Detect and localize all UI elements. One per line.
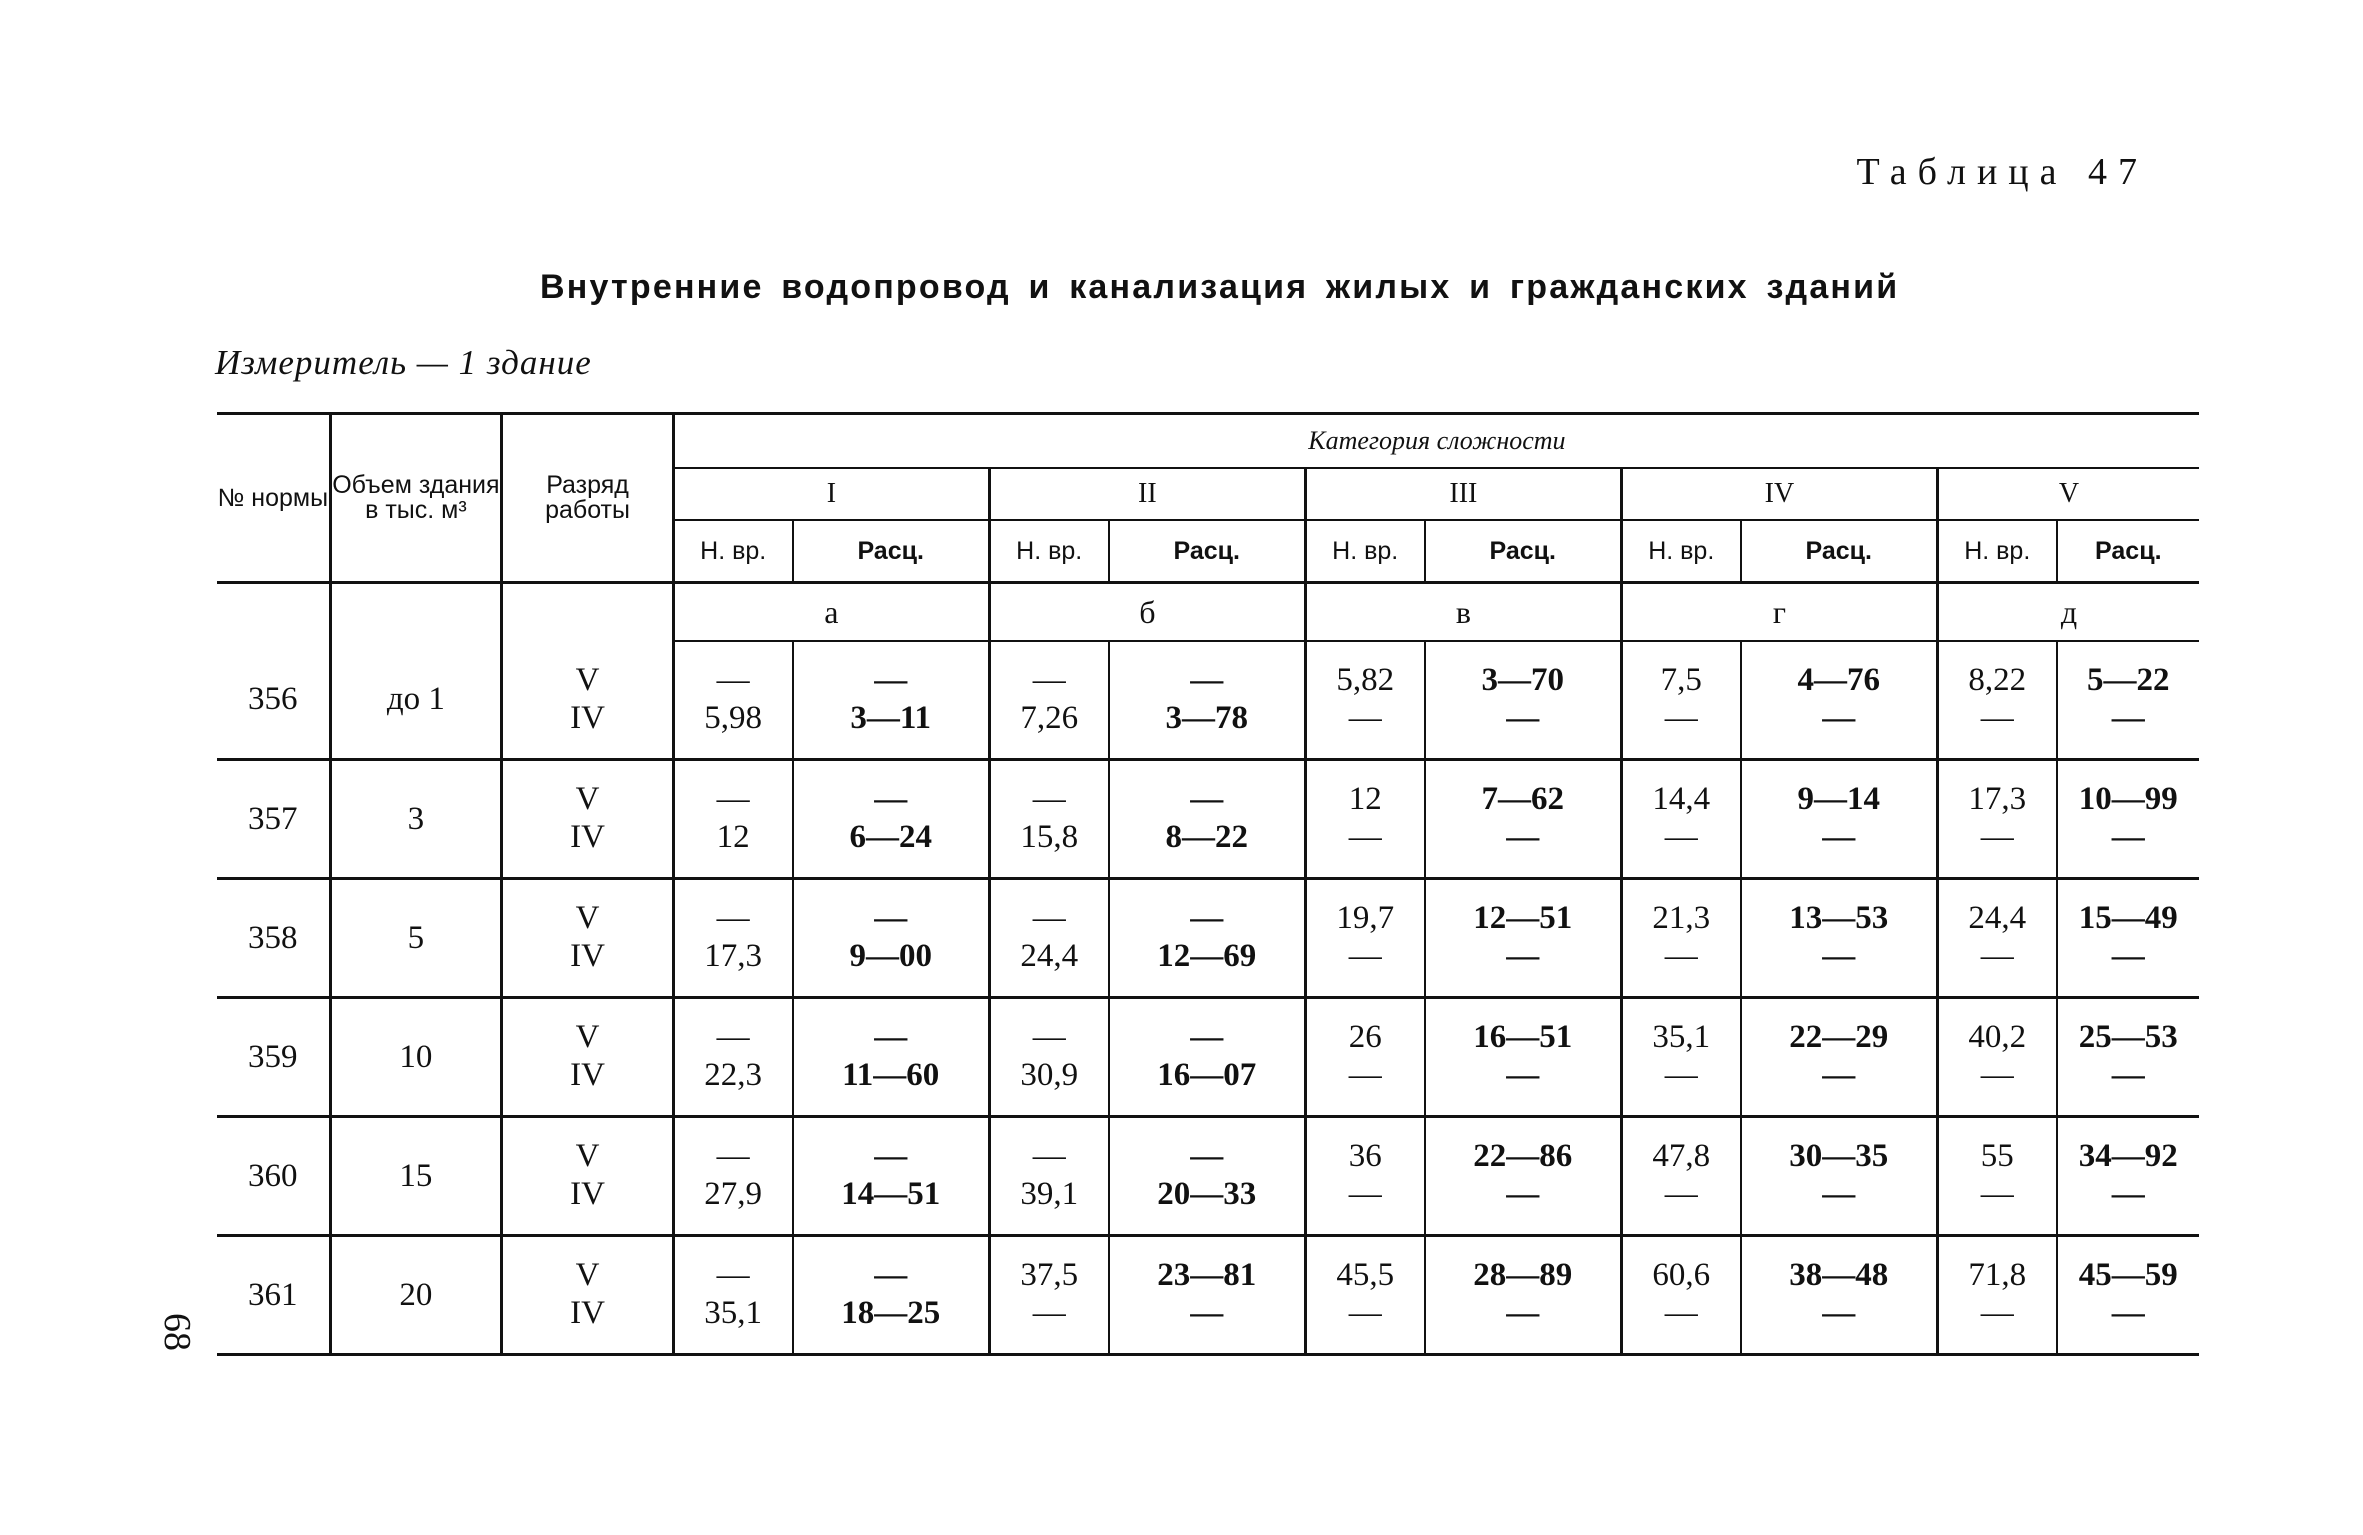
cell-value: — bbox=[1822, 1176, 1856, 1212]
cell-value: — bbox=[1980, 938, 2014, 974]
header-category: Категория сложности bbox=[673, 414, 2199, 469]
cell-value: — bbox=[2111, 938, 2145, 974]
cell-value: — bbox=[1032, 1138, 1066, 1175]
table-row bbox=[217, 998, 2199, 1117]
rate-cell bbox=[1109, 1236, 1306, 1355]
norm-number: 356 bbox=[217, 641, 330, 760]
cell-value: — bbox=[1348, 819, 1382, 855]
header-cat-ii: II bbox=[989, 468, 1305, 520]
building-volume: 3 bbox=[330, 760, 502, 879]
cell-value: — bbox=[1980, 1176, 2014, 1212]
header-rasc: Расц. bbox=[2057, 520, 2199, 583]
time-norm-cell bbox=[989, 760, 1108, 879]
time-norm-cell bbox=[673, 641, 792, 760]
time-norm-cell bbox=[1621, 879, 1740, 998]
cell-value: 6—24 bbox=[849, 819, 932, 855]
cell-value: 12—69 bbox=[1157, 938, 1257, 974]
norm-number: 361 bbox=[217, 1236, 330, 1355]
cell-value: — bbox=[874, 1138, 908, 1175]
rate-cell bbox=[1109, 641, 1306, 760]
table-row bbox=[217, 641, 2199, 760]
work-grade bbox=[502, 998, 674, 1117]
cell-value: — bbox=[1032, 781, 1066, 818]
time-norm-cell bbox=[1305, 1117, 1424, 1236]
rate-cell bbox=[1109, 760, 1306, 879]
rate-cell bbox=[1425, 760, 1622, 879]
table-row bbox=[217, 1236, 2199, 1355]
cell-value: 16—51 bbox=[1473, 1019, 1573, 1056]
cell-value: 14—51 bbox=[841, 1176, 941, 1212]
cell-value: 37,5 bbox=[1020, 1257, 1079, 1294]
grade-value: V bbox=[575, 781, 600, 818]
cell-value: 24,4 bbox=[1020, 938, 1079, 974]
work-grade bbox=[502, 641, 674, 760]
time-norm-cell bbox=[1305, 1236, 1424, 1355]
building-volume: 10 bbox=[330, 998, 502, 1117]
cell-value: — bbox=[1190, 781, 1224, 818]
rate-cell bbox=[1741, 1117, 1938, 1236]
time-norm-cell bbox=[989, 641, 1108, 760]
cell-value: — bbox=[874, 900, 908, 937]
building-volume: до 1 bbox=[330, 641, 502, 760]
cell-value: 45,5 bbox=[1336, 1257, 1395, 1294]
rate-cell bbox=[2057, 641, 2199, 760]
measure-unit: Измеритель — 1 здание bbox=[215, 343, 592, 382]
cell-value: — bbox=[1032, 1019, 1066, 1056]
time-norm-cell bbox=[1937, 1117, 2056, 1236]
cell-value: 18—25 bbox=[841, 1295, 941, 1331]
norms-table-container bbox=[217, 412, 2199, 1356]
rate-cell bbox=[1109, 879, 1306, 998]
cell-value: — bbox=[1348, 1295, 1382, 1331]
cell-value: 3—11 bbox=[850, 700, 932, 736]
header-hvr: Н. вр. bbox=[1621, 520, 1740, 583]
rate-cell bbox=[2057, 998, 2199, 1117]
time-norm-cell bbox=[1937, 1236, 2056, 1355]
header-hvr: Н. вр. bbox=[1937, 520, 2056, 583]
header-cat-iv: IV bbox=[1621, 468, 1937, 520]
grade-value: V bbox=[575, 1257, 600, 1294]
table-body bbox=[217, 641, 2199, 1355]
cell-value: — bbox=[716, 1138, 750, 1175]
grade-value: IV bbox=[570, 699, 605, 736]
header-letter-d: д bbox=[1937, 583, 2199, 642]
work-grade bbox=[502, 879, 674, 998]
header-letter-b: б bbox=[989, 583, 1305, 642]
header-cat-iii: III bbox=[1305, 468, 1621, 520]
cell-value: 8,22 bbox=[1968, 662, 2027, 699]
rate-cell bbox=[2057, 1117, 2199, 1236]
header-norm-no: № нормы bbox=[217, 414, 330, 583]
cell-value: 14,4 bbox=[1652, 781, 1711, 818]
header-letter-g: г bbox=[1621, 583, 1937, 642]
rate-cell bbox=[793, 760, 990, 879]
cell-value: 5,98 bbox=[704, 700, 763, 736]
time-norm-cell bbox=[1305, 641, 1424, 760]
norm-number: 359 bbox=[217, 998, 330, 1117]
cell-value: — bbox=[716, 1257, 750, 1294]
time-norm-cell bbox=[989, 998, 1108, 1117]
cell-value: — bbox=[716, 781, 750, 818]
time-norm-cell bbox=[1621, 760, 1740, 879]
cell-value: 34—92 bbox=[2078, 1138, 2178, 1175]
grade-value: IV bbox=[570, 1057, 605, 1093]
header-letter-a: а bbox=[673, 583, 989, 642]
cell-value: — bbox=[1190, 900, 1224, 937]
grade-value: IV bbox=[570, 938, 605, 974]
header-hvr: Н. вр. bbox=[1305, 520, 1424, 583]
time-norm-cell bbox=[1621, 998, 1740, 1117]
time-norm-cell bbox=[1937, 760, 2056, 879]
cell-value: — bbox=[1190, 1295, 1224, 1331]
time-norm-cell bbox=[989, 1117, 1108, 1236]
cell-value: — bbox=[1032, 1295, 1066, 1331]
cell-value: — bbox=[1190, 1019, 1224, 1056]
cell-value: — bbox=[1664, 1176, 1698, 1212]
work-grade bbox=[502, 1117, 674, 1236]
cell-value: 35,1 bbox=[1652, 1019, 1711, 1056]
rate-cell bbox=[1741, 760, 1938, 879]
grade-value: V bbox=[575, 1138, 600, 1175]
cell-value: 7—62 bbox=[1481, 781, 1564, 818]
cell-value: 71,8 bbox=[1968, 1257, 2027, 1294]
rate-cell bbox=[1741, 641, 1938, 760]
rate-cell bbox=[793, 1117, 990, 1236]
cell-value: 30—35 bbox=[1789, 1138, 1889, 1175]
cell-value: — bbox=[874, 1257, 908, 1294]
table-label: Таблица 47 bbox=[1856, 151, 2148, 193]
cell-value: 12—51 bbox=[1473, 900, 1573, 937]
cell-value: 20—33 bbox=[1157, 1176, 1257, 1212]
time-norm-cell bbox=[989, 1236, 1108, 1355]
header-hvr: Н. вр. bbox=[673, 520, 792, 583]
cell-value: 25—53 bbox=[2078, 1019, 2178, 1056]
time-norm-cell bbox=[1621, 1236, 1740, 1355]
rate-cell bbox=[1109, 1117, 1306, 1236]
cell-value: 23—81 bbox=[1157, 1257, 1257, 1294]
cell-value: 55 bbox=[1980, 1138, 2014, 1175]
cell-value: 22,3 bbox=[704, 1057, 763, 1093]
time-norm-cell bbox=[1937, 641, 2056, 760]
cell-value: — bbox=[1822, 938, 1856, 974]
cell-value: — bbox=[1822, 700, 1856, 736]
norm-number: 358 bbox=[217, 879, 330, 998]
cell-value: 40,2 bbox=[1968, 1019, 2027, 1056]
cell-value: 45—59 bbox=[2078, 1257, 2178, 1294]
work-grade bbox=[502, 760, 674, 879]
cell-value: 5,82 bbox=[1336, 662, 1395, 699]
cell-value: — bbox=[2111, 819, 2145, 855]
norm-number: 357 bbox=[217, 760, 330, 879]
table-row bbox=[217, 1117, 2199, 1236]
cell-value: 47,8 bbox=[1652, 1138, 1711, 1175]
cell-value: 12 bbox=[716, 819, 750, 855]
cell-value: 8—22 bbox=[1165, 819, 1248, 855]
header-letter-v: в bbox=[1305, 583, 1621, 642]
cell-value: 36 bbox=[1348, 1138, 1382, 1175]
cell-value: — bbox=[1980, 700, 2014, 736]
cell-value: 30,9 bbox=[1020, 1057, 1079, 1093]
page-number: 68 bbox=[156, 1313, 198, 1351]
cell-value: 4—76 bbox=[1797, 662, 1880, 699]
grade-value: IV bbox=[570, 1295, 605, 1331]
cell-value: 21,3 bbox=[1652, 900, 1711, 937]
cell-value: 28—89 bbox=[1473, 1257, 1573, 1294]
cell-value: — bbox=[1664, 938, 1698, 974]
cell-value: — bbox=[1506, 819, 1540, 855]
cell-value: — bbox=[1664, 700, 1698, 736]
cell-value: 22—29 bbox=[1789, 1019, 1889, 1056]
cell-value: 17,3 bbox=[1968, 781, 2027, 818]
rate-cell bbox=[793, 879, 990, 998]
table-row bbox=[217, 879, 2199, 998]
cell-value: 60,6 bbox=[1652, 1257, 1711, 1294]
header-cat-v: V bbox=[1937, 468, 2199, 520]
cell-value: — bbox=[716, 1019, 750, 1056]
grade-value: V bbox=[575, 1019, 600, 1056]
building-volume: 20 bbox=[330, 1236, 502, 1355]
cell-value: 9—14 bbox=[1797, 781, 1880, 818]
cell-value: — bbox=[1822, 1057, 1856, 1093]
time-norm-cell bbox=[673, 998, 792, 1117]
cell-value: — bbox=[1980, 1057, 2014, 1093]
time-norm-cell bbox=[673, 1117, 792, 1236]
time-norm-cell bbox=[1937, 998, 2056, 1117]
rate-cell bbox=[2057, 760, 2199, 879]
time-norm-cell bbox=[673, 879, 792, 998]
cell-value: 35,1 bbox=[704, 1295, 763, 1331]
rate-cell bbox=[1109, 998, 1306, 1117]
cell-value: 24,4 bbox=[1968, 900, 2027, 937]
rate-cell bbox=[2057, 1236, 2199, 1355]
cell-value: — bbox=[1506, 1295, 1540, 1331]
cell-value: 3—70 bbox=[1481, 662, 1564, 699]
time-norm-cell bbox=[1621, 1117, 1740, 1236]
cell-value: — bbox=[1348, 1057, 1382, 1093]
cell-value: — bbox=[1506, 700, 1540, 736]
rate-cell bbox=[1741, 998, 1938, 1117]
header-volume: Объем здания в тыс. м³ bbox=[330, 414, 502, 583]
cell-value: 11—60 bbox=[842, 1057, 940, 1093]
cell-value: — bbox=[874, 1019, 908, 1056]
rate-cell bbox=[1425, 641, 1622, 760]
cell-value: — bbox=[874, 781, 908, 818]
cell-value: 5—22 bbox=[2087, 662, 2170, 699]
cell-value: 10—99 bbox=[2078, 781, 2178, 818]
cell-value: 22—86 bbox=[1473, 1138, 1573, 1175]
norm-number: 360 bbox=[217, 1117, 330, 1236]
rate-cell bbox=[1741, 1236, 1938, 1355]
cell-value: — bbox=[716, 662, 750, 699]
time-norm-cell bbox=[1621, 641, 1740, 760]
cell-value: — bbox=[1506, 1176, 1540, 1212]
cell-value: 13—53 bbox=[1789, 900, 1889, 937]
grade-value: IV bbox=[570, 1176, 605, 1212]
cell-value: — bbox=[1822, 1295, 1856, 1331]
cell-value: 9—00 bbox=[849, 938, 932, 974]
cell-value: — bbox=[1190, 662, 1224, 699]
work-grade bbox=[502, 1236, 674, 1355]
cell-value: 27,9 bbox=[704, 1176, 763, 1212]
header-rasc: Расц. bbox=[1109, 520, 1306, 583]
cell-value: — bbox=[2111, 700, 2145, 736]
cell-value: — bbox=[1348, 1176, 1382, 1212]
cell-value: 7,26 bbox=[1020, 700, 1079, 736]
cell-value: — bbox=[1822, 819, 1856, 855]
rate-cell bbox=[793, 641, 990, 760]
table-row bbox=[217, 760, 2199, 879]
cell-value: 7,5 bbox=[1660, 662, 1702, 699]
time-norm-cell bbox=[673, 1236, 792, 1355]
header-hvr: Н. вр. bbox=[989, 520, 1108, 583]
cell-value: 3—78 bbox=[1165, 700, 1248, 736]
cell-value: — bbox=[716, 900, 750, 937]
cell-value: 19,7 bbox=[1336, 900, 1395, 937]
cell-value: — bbox=[1032, 900, 1066, 937]
cell-value: — bbox=[1980, 819, 2014, 855]
cell-value: — bbox=[1664, 819, 1698, 855]
time-norm-cell bbox=[1305, 998, 1424, 1117]
cell-value: — bbox=[2111, 1295, 2145, 1331]
page-title: Внутренние водопровод и канализация жилых и гражданских зданий bbox=[540, 268, 1900, 306]
header-rasc: Расц. bbox=[793, 520, 990, 583]
building-volume: 5 bbox=[330, 879, 502, 998]
rate-cell bbox=[1741, 879, 1938, 998]
rate-cell bbox=[1425, 998, 1622, 1117]
cell-value: 39,1 bbox=[1020, 1176, 1079, 1212]
cell-value: — bbox=[1506, 938, 1540, 974]
cell-value: 16—07 bbox=[1157, 1057, 1257, 1093]
header-grade: Разряд работы bbox=[502, 414, 674, 583]
cell-value: — bbox=[2111, 1057, 2145, 1093]
grade-value: V bbox=[575, 661, 600, 698]
cell-value: 17,3 bbox=[704, 938, 763, 974]
rate-cell bbox=[1425, 1117, 1622, 1236]
time-norm-cell bbox=[1305, 760, 1424, 879]
cell-value: — bbox=[1348, 938, 1382, 974]
header-rasc: Расц. bbox=[1425, 520, 1622, 583]
cell-value: 15,8 bbox=[1020, 819, 1079, 855]
header-rasc: Расц. bbox=[1741, 520, 1938, 583]
cell-value: 38—48 bbox=[1789, 1257, 1889, 1294]
cell-value: — bbox=[1664, 1057, 1698, 1093]
cell-value: 15—49 bbox=[2078, 900, 2178, 937]
cell-value: — bbox=[1506, 1057, 1540, 1093]
rate-cell bbox=[2057, 879, 2199, 998]
cell-value: — bbox=[874, 662, 908, 699]
grade-value: V bbox=[575, 900, 600, 937]
cell-value: — bbox=[1190, 1138, 1224, 1175]
cell-value: — bbox=[1032, 662, 1066, 699]
cell-value: 26 bbox=[1348, 1019, 1382, 1056]
time-norm-cell bbox=[989, 879, 1108, 998]
header-cat-i: I bbox=[673, 468, 989, 520]
norms-table bbox=[217, 412, 2199, 1356]
cell-value: — bbox=[1348, 700, 1382, 736]
cell-value: 12 bbox=[1348, 781, 1382, 818]
time-norm-cell bbox=[1937, 879, 2056, 998]
grade-value: IV bbox=[570, 819, 605, 855]
building-volume: 15 bbox=[330, 1117, 502, 1236]
cell-value: — bbox=[1980, 1295, 2014, 1331]
rate-cell bbox=[793, 1236, 990, 1355]
rate-cell bbox=[793, 998, 990, 1117]
rate-cell bbox=[1425, 879, 1622, 998]
cell-value: — bbox=[2111, 1176, 2145, 1212]
rate-cell bbox=[1425, 1236, 1622, 1355]
time-norm-cell bbox=[673, 760, 792, 879]
cell-value: — bbox=[1664, 1295, 1698, 1331]
time-norm-cell bbox=[1305, 879, 1424, 998]
